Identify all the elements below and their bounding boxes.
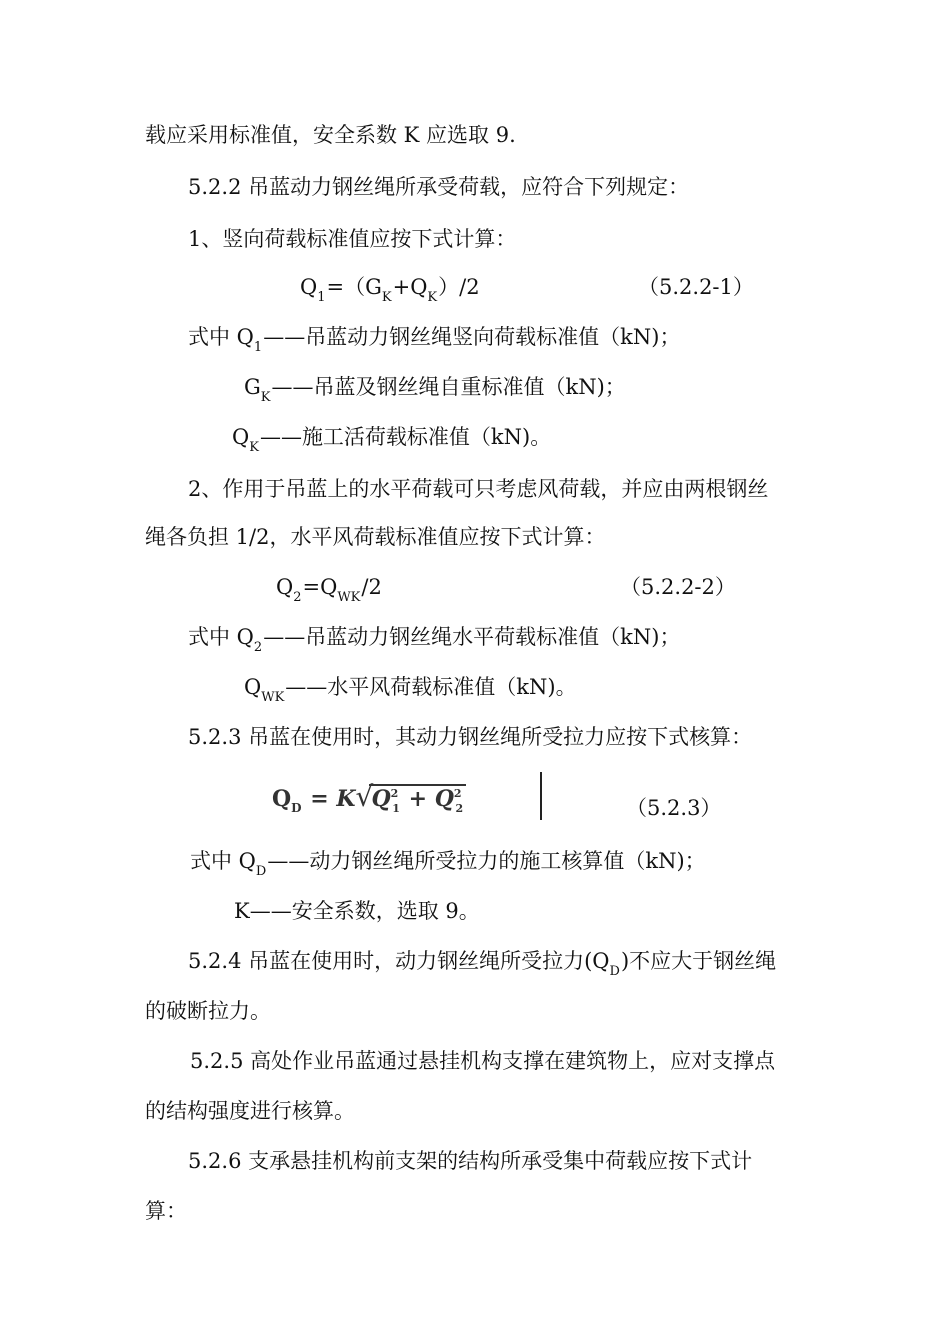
clause-5-2-4 — [188, 946, 777, 979]
definition-symbol: 式中 Q — [190, 849, 256, 873]
formula-subscript: 2 — [293, 590, 302, 605]
formula-subscript: D — [291, 801, 302, 815]
formula-5-2-2-1 — [300, 272, 480, 305]
definition-subscript: K — [249, 440, 259, 455]
paragraph-line: 的结构强度进行核算。 — [145, 1099, 355, 1123]
formula-subscript: K — [381, 290, 392, 305]
paragraph-line: 绳各负担 1/2，水平风荷载标准值应按下式计算： — [145, 525, 606, 549]
paragraph-line: 载应采用标准值，安全系数 K 应选取 9. — [145, 123, 516, 147]
formula-5-2-3 — [272, 780, 466, 815]
definition-q2 — [188, 622, 681, 655]
definition-gk — [244, 372, 626, 405]
formula-5-2-2-2 — [276, 572, 382, 605]
definition-text: ——水平风荷载标准值（kN)。 — [285, 675, 577, 699]
equation-number: （5.2.2-1） — [638, 275, 754, 299]
clause-5-2-2-heading: 5.2.2 吊蓝动力钢丝绳所承受荷载，应符合下列规定： — [188, 175, 690, 199]
formula-text: /2 — [361, 575, 382, 599]
definition-qk — [232, 422, 552, 455]
formula-text: Q — [272, 786, 292, 812]
clause-5-2-5: 5.2.5 高处作业吊蓝通过悬挂机构支撑在建筑物上，应对支撑点 — [190, 1049, 776, 1073]
definition-symbol: 式中 Q — [188, 325, 254, 349]
definition-qwk — [244, 672, 577, 705]
formula-text: Q — [371, 786, 391, 812]
clause-5-2-6: 5.2.6 支承悬挂机构前支架的结构所承受集中荷载应按下式计 — [188, 1149, 753, 1173]
clause-text: 5.2.4 吊蓝在使用时，动力钢丝绳所受拉力(Q — [188, 949, 610, 973]
formula-text: +Q — [392, 275, 428, 299]
clause-5-2-3-heading: 5.2.3 吊蓝在使用时，其动力钢丝绳所受拉力应按下式核算： — [188, 725, 753, 749]
definition-text: ——吊蓝动力钢丝绳水平荷载标准值（kN)； — [263, 625, 681, 649]
definition-symbol: G — [244, 375, 261, 399]
definition-symbol: Q — [232, 425, 250, 449]
radicand — [369, 784, 466, 815]
definition-text: ——吊蓝及钢丝绳自重标准值（kN)； — [271, 375, 626, 399]
definition-subscript: WK — [261, 690, 285, 705]
radical-icon: √ — [355, 780, 374, 813]
formula-superscript: 2 — [453, 787, 462, 800]
formula-subscript: 1 — [392, 802, 400, 815]
definition-text: ——动力钢丝绳所受拉力的施工核算值（kN)； — [267, 849, 706, 873]
formula-text: ）/2 — [438, 275, 480, 299]
formula-text: = K — [302, 786, 356, 812]
clause-subscript: D — [609, 964, 620, 979]
formula-text: =（G — [326, 275, 382, 299]
formula-divider — [540, 772, 542, 820]
formula-subscript: K — [427, 290, 438, 305]
square-root — [355, 780, 466, 815]
formula-text: + Q — [400, 786, 454, 812]
formula-superscript: 2 — [390, 787, 399, 800]
definition-qd — [190, 846, 706, 879]
definition-subscript: K — [260, 390, 271, 405]
item-2-heading: 2、作用于吊蓝上的水平荷载可只考虑风荷载，并应由两根钢丝 — [188, 477, 769, 501]
definition-symbol: Q — [244, 675, 262, 699]
formula-text: =Q — [302, 575, 338, 599]
definition-subscript: D — [255, 864, 267, 879]
formula-text: Q — [276, 575, 294, 599]
clause-text: )不应大于钢丝绳 — [620, 949, 777, 973]
definition-text: ——施工活荷载标准值（kN)。 — [259, 425, 552, 449]
definition-q1 — [188, 322, 681, 355]
formula-subscript: 1 — [317, 290, 326, 305]
formula-text: Q — [300, 275, 318, 299]
item-1-heading: 1、竖向荷载标准值应按下式计算： — [188, 227, 517, 251]
formula-subscript: WK — [337, 590, 361, 605]
formula-subscript: 2 — [455, 802, 464, 815]
equation-number: （5.2.2-2） — [620, 575, 736, 599]
equation-number: （5.2.3） — [626, 796, 722, 820]
definition-subscript: 1 — [253, 340, 263, 355]
definition-k: K——安全系数，选取 9。 — [234, 899, 480, 923]
definition-subscript: 2 — [253, 640, 263, 655]
paragraph-line: 的破断拉力。 — [145, 999, 271, 1023]
definition-text: ——吊蓝动力钢丝绳竖向荷载标准值（kN)； — [263, 325, 681, 349]
paragraph-line: 算： — [145, 1199, 187, 1223]
definition-symbol: 式中 Q — [188, 625, 254, 649]
